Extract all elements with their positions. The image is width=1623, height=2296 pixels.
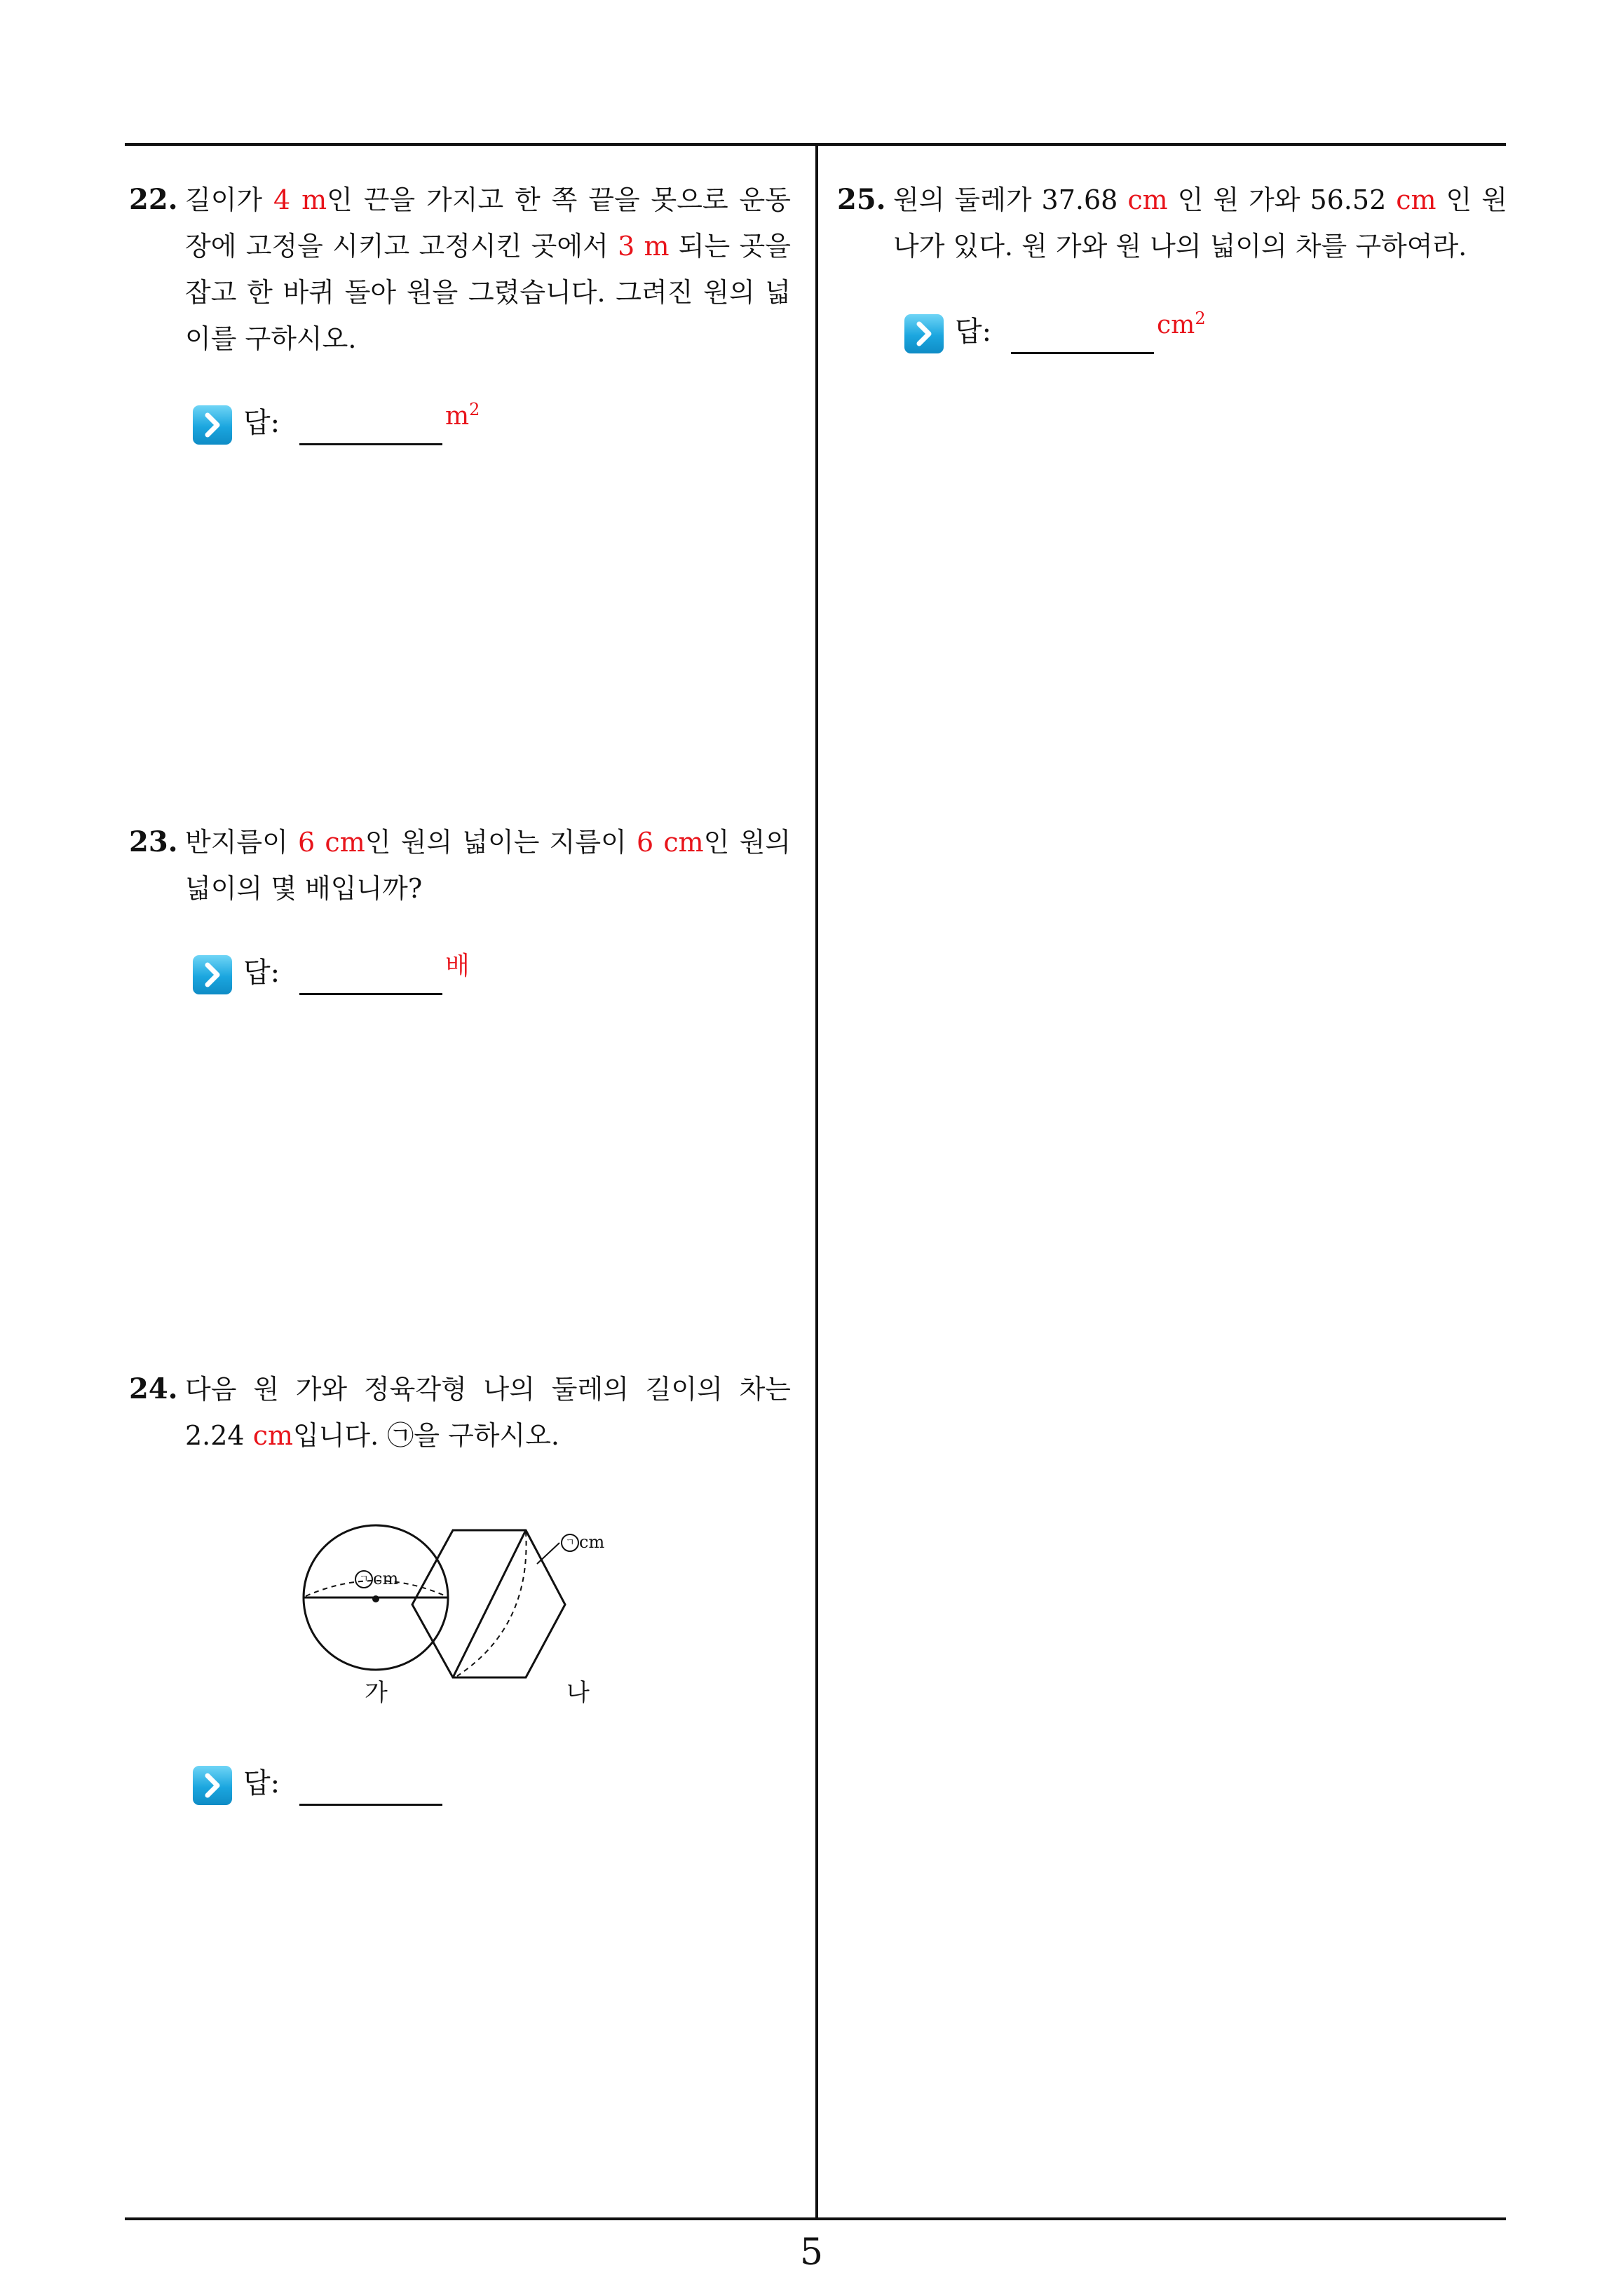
problem-25 xyxy=(837,177,1510,275)
answer-label: 답: xyxy=(955,316,992,348)
answer-label: 답: xyxy=(243,407,280,439)
column-divider xyxy=(815,143,818,2220)
unit-highlight: 6 cm xyxy=(636,827,704,858)
problem-text: 길이가 4 m인 끈을 가지고 한 쪽 끝을 못으로 운동장에 고정을 시키고 고정시킨 곳에서 3 m 되는 곳을 잡고 한 바퀴 돌아 원을 그렸습니다. 그려진 원의 넓이를 구하시오. xyxy=(185,184,791,354)
circle-label: ㄱ cm xyxy=(355,1568,398,1589)
bottom-rule xyxy=(125,2217,1506,2220)
circle-caption: 가 xyxy=(365,1679,388,1707)
answer-unit: $cm^2$ xyxy=(1157,309,1206,339)
problem-number: 25. xyxy=(837,183,886,216)
answer-25 xyxy=(904,309,1206,358)
circled-giyeok-symbol: ㄱ xyxy=(561,1534,579,1552)
chevron-right-icon xyxy=(193,955,232,994)
problem-text: 반지름이 6 cm인 원의 넓이는 지름이 6 cm인 원의 넓이의 몇 배입니까? xyxy=(185,827,791,904)
hexagon-label-leader xyxy=(537,1543,559,1564)
answer-blank[interactable] xyxy=(1011,352,1154,354)
answer-unit: $m^2$ xyxy=(445,400,480,431)
chevron-right-icon xyxy=(193,1766,232,1805)
problem-text: 원의 둘레가 37.68 cm 인 원 가와 56.52 cm 인 원 나가 있다. 원 가와 원 나의 넓이의 차를 구하여라. xyxy=(893,184,1507,262)
hexagon-diagonal xyxy=(453,1530,526,1677)
problem-24-figure xyxy=(300,1522,693,1718)
unit-highlight: 3 m xyxy=(618,231,670,262)
page-number: 5 xyxy=(799,2231,824,2274)
answer-24 xyxy=(193,1760,487,1809)
hexagon-dashed-arc xyxy=(457,1532,527,1676)
circled-giyeok-symbol: ㄱ xyxy=(355,1570,373,1588)
unit-highlight: 4 m xyxy=(273,184,327,215)
answer-unit: 배 xyxy=(445,952,470,980)
chevron-right-icon xyxy=(193,405,232,445)
problem-number: 24. xyxy=(129,1372,178,1405)
hexagon-label: ㄱ cm xyxy=(561,1532,604,1553)
answer-blank[interactable] xyxy=(299,993,442,995)
unit-highlight: cm xyxy=(244,1420,294,1451)
hexagon-caption: 나 xyxy=(566,1679,590,1707)
problem-number: 23. xyxy=(129,825,178,858)
problem-text: 다음 원 가와 정육각형 나의 둘레의 길이의 차는 2.24 cm입니다. ㉠을 구하시오. xyxy=(185,1374,791,1451)
answer-22 xyxy=(193,400,487,449)
circle-center xyxy=(372,1595,379,1602)
circle-hexagon-diagram xyxy=(300,1522,693,1718)
answer-23 xyxy=(193,950,487,999)
answer-blank[interactable] xyxy=(299,1804,442,1806)
problem-number: 22. xyxy=(129,183,178,216)
answer-blank[interactable] xyxy=(299,443,442,445)
answer-label: 답: xyxy=(243,1767,280,1799)
problem-23 xyxy=(129,819,802,917)
unit-highlight: cm xyxy=(1386,184,1437,215)
problem-24 xyxy=(129,1366,802,1464)
answer-label: 답: xyxy=(243,957,280,989)
chevron-right-icon xyxy=(904,314,944,353)
unit-highlight: 6 cm xyxy=(298,827,365,858)
unit-highlight: cm xyxy=(1118,184,1168,215)
